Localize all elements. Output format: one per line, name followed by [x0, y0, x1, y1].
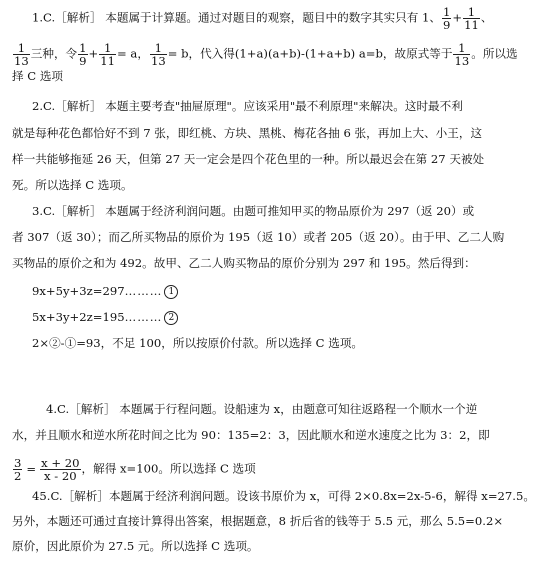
fraction-1-9: $\frac{1}{9}$: [442, 5, 451, 32]
fraction-1-13: $\frac{1}{13}$: [454, 41, 470, 68]
dots: ………: [124, 310, 163, 324]
q4-line-3: [12, 456, 532, 483]
q3-line-6: 2×②-①=93，不足 100，所以按原价付款。所以选择 C 选项。: [32, 336, 364, 350]
q45-line-2: 另外，本题还可通过直接计算得出答案，根据题意，8 折后省的钱等于 5.5 元，那么 5.5=0.2×: [12, 514, 504, 528]
fraction-1-11: $\frac{1}{11}$: [464, 5, 479, 32]
q3-line-2: 者 307（返 30）；而乙所买物品的原价为 195（返 10）或者 205（返 20）。由于甲、乙二人购: [12, 230, 505, 244]
q2-line-1: 2.C.［解析］ 本题主要考查"抽屉原理"。应该采用"最不利原理"来解决。这时最不利: [32, 99, 463, 113]
q1-text: = b，代入得(1+a)(a+b)-(1+a+b) a=b，故原式等于: [167, 46, 453, 61]
q1-line-3: 择 C 选项: [12, 69, 64, 83]
q1-text: 。所以选: [471, 46, 518, 61]
q45-line-3: 原价，因此原价为 27.5 元。所以选择 C 选项。: [12, 539, 259, 553]
fraction-1-13: $\frac{1}{13}$: [14, 41, 29, 68]
circled-number-1: 1: [164, 285, 178, 299]
q1-text: 1.C.［解析］ 本题属于计算题。通过对题目的观察，题目中的数字其实只有 1、: [32, 10, 441, 25]
q1-text: 三种，令: [30, 46, 78, 61]
q1-line-2: [12, 41, 532, 68]
q2-line-4: 死。所以选择 C 选项。: [12, 178, 133, 192]
q3-equation-1: [32, 281, 532, 301]
q3-line-1: 3.C.［解析］ 本题属于经济利润问题。由题可推知甲买的物品原价为 297（返 20）或: [32, 204, 475, 218]
q2-line-3: 样一共能够拖延 26 天，但第 27 天一定会是四个花色里的一种。所以最迟会在第 27 天被处: [12, 152, 485, 166]
q4-line-1: 4.C.［解析］ 本题属于行程问题。设船速为 x，由题意可知往返路程一个顺水一个逆: [46, 402, 478, 416]
equation-2: 5x+3y+2z=195: [32, 310, 125, 324]
q4-text: ，解得 x=100。所以选择 C 选项: [81, 461, 256, 476]
q1-text: = a，: [117, 46, 149, 61]
q4-line-2: 水，并且顺水和逆水所花时间之比为 90：135=2：3，因此顺水和逆水速度之比为 3：2，即: [12, 428, 490, 442]
fraction-1-13: $\frac{1}{13}$: [150, 41, 166, 68]
dots: ………: [124, 284, 163, 298]
fraction-1-11: $\frac{1}{11}$: [100, 41, 116, 68]
plus-sign: +: [88, 46, 99, 61]
circled-number-2: 2: [164, 311, 178, 325]
q3-equation-2: [32, 307, 532, 327]
fraction-1-9: $\frac{1}{9}$: [79, 41, 87, 68]
fraction-3-2: $\frac{3}{2}$: [14, 456, 22, 483]
q1-separator: 、: [480, 10, 493, 25]
equals-sign: =: [26, 461, 37, 476]
q3-line-3: 买物品的原价之和为 492。故甲、乙二人购买物品的原价分别为 297 和 195。然后得到：: [12, 256, 476, 270]
q2-line-2: 就是每种花色都恰好不到 7 张，即红桃、方块、黑桃、梅花各抽 6 张，再加上大、小王，这: [12, 126, 483, 140]
plus-sign: +: [452, 10, 463, 25]
q1-line-1: [32, 5, 532, 32]
fraction-speed-ratio: $\frac{x + 20}{x - 20}$: [41, 456, 80, 483]
q45-line-1: 45.C.［解析］本题属于经济利润问题。设该书原价为 x，可得 2×0.8x=2x-5-6，解得 x=27.5。: [32, 489, 535, 503]
equation-1: 9x+5y+3z=297: [32, 284, 125, 298]
